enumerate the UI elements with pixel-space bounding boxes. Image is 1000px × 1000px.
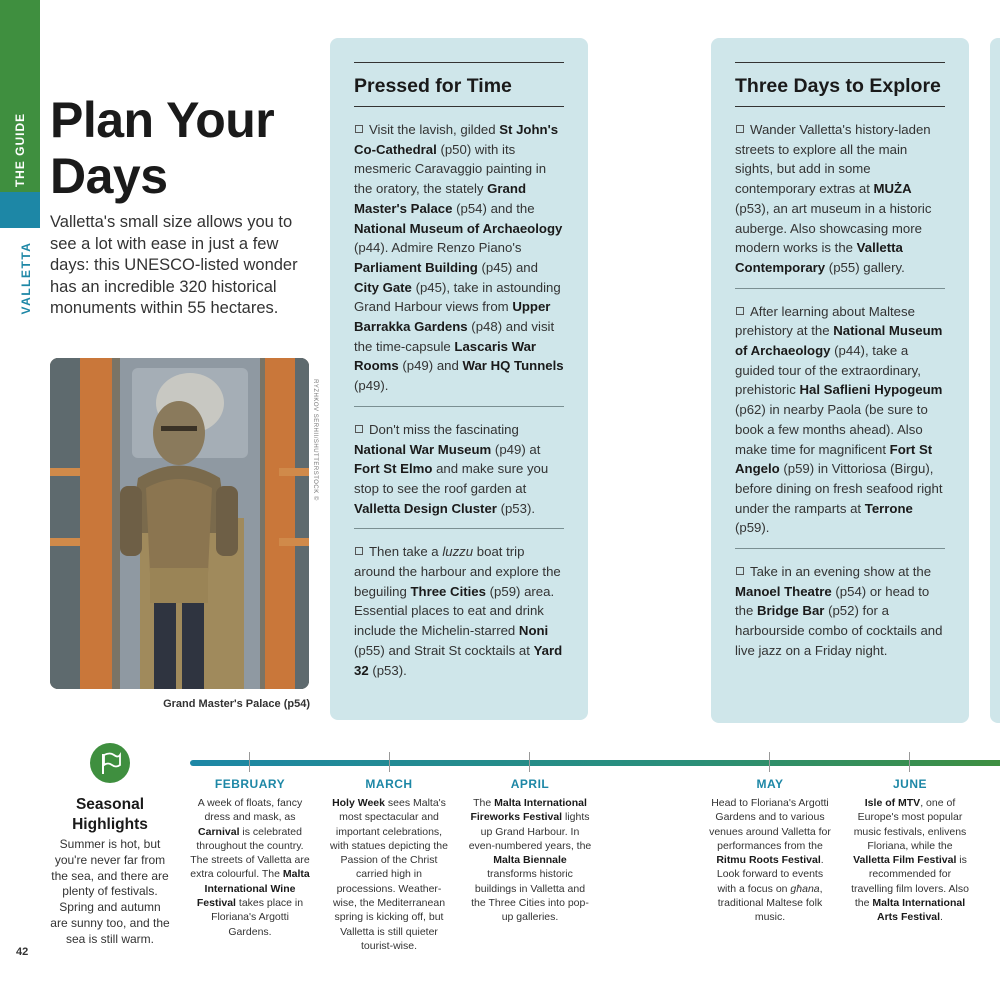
checkbox-bullet-icon (355, 125, 363, 133)
itinerary-box-cut-off (990, 38, 1000, 723)
month-name: MARCH (365, 777, 413, 791)
intro-paragraph: Valletta's small size allows you to see a lot with ease in just a few days: this UNESCO-listed wonder has an incredible 320 historical monuments within 55 hectares. (50, 213, 298, 317)
armour-photo (50, 358, 309, 689)
box-title: Pressed for Time (354, 62, 564, 107)
month-name: JUNE (892, 777, 927, 791)
checkbox-bullet-icon (736, 125, 744, 133)
month-june (850, 777, 970, 925)
itinerary-item: Don't miss the fascinating National War Museum (p49) at Fort St Elmo and make sure you stop to see the roof garden at Valletta Design Cluster (p53). (354, 407, 564, 530)
timeline-tick (249, 752, 250, 772)
section-tab-the-guide (0, 0, 40, 192)
month-text: Isle of MTV, one of Europe's most popular music festivals, enlivens Floriana, while the Valletta Film Festival is recommended for travelling film lovers. Also the Malta International Arts Festival. (851, 797, 969, 924)
photo-caption: Grand Master's Palace (p54) (163, 698, 310, 710)
month-may (709, 777, 831, 925)
itinerary-item: Visit the lavish, gilded St John's Co-Cathedral (p50) with its mesmeric Caravaggio painting in the oratory, the stately Grand Master's Palace (p54) and the National Museum of Archaeology (p44). Admire Renzo Piano's Parliament Building (p45) and City Gate (p45), take in astounding Grand Harbour views from Upper Barrakka Gardens (p48) and visit the time-capsule Lascaris War Rooms (p49) and War HQ Tunnels (p49). (354, 107, 564, 407)
page-title: Plan Your Days (50, 92, 275, 204)
page-number: 42 (16, 946, 29, 958)
itinerary-box-pressed-for-time (330, 38, 588, 720)
month-name: APRIL (510, 777, 550, 791)
checkbox-bullet-icon (736, 307, 744, 315)
section-tab-band (0, 192, 40, 228)
itinerary-item: Then take a luzzu boat trip around the harbour and explore the beguiling Three Cities (p59) area. Essential places to eat and drink include the Michelin-starred Noni (p55) and Strait St cocktails at Yard 32 (p53). (354, 544, 563, 678)
timeline-bar (190, 760, 1000, 766)
flag-icon (90, 743, 130, 783)
checkbox-bullet-icon (736, 567, 744, 575)
itinerary-box-three-days (711, 38, 969, 723)
photo-credit: RYZHKOV SERHII/SHUTTERSTOCK © (312, 379, 318, 501)
seasonal-text: Summer is hot, but you're never far from the sea, and there are plenty of festivals. Spring and autumn are sunny too, and the sea is still warm. (50, 837, 170, 946)
month-text: The Malta International Fireworks Festival lights up Grand Harbour. In even-numbered years, the Malta Biennale transforms historic buildings in Valletta and the Three Cities into pop-up galleries. (468, 797, 592, 924)
month-text: Head to Floriana's Argotti Gardens and to various venues around Valletta for performances from the Ritmu Roots Festival. Look forward to events with a focus on għana, traditional Maltese folk music. (709, 797, 831, 924)
month-text: A week of floats, fancy dress and mask, as Carnival is celebrated throughout the country. The streets of Valletta are extra colourful. The Malta International Wine Festival takes place in Floriana's Argotti Gardens. (190, 797, 310, 938)
box-title: Three Days to Explore (735, 62, 945, 107)
timeline-tick (909, 752, 910, 772)
section-label-valletta: VALLETTA (19, 241, 33, 315)
checkbox-bullet-icon (355, 425, 363, 433)
month-name: FEBRUARY (214, 777, 286, 791)
timeline-tick (529, 752, 530, 772)
section-tab-label: THE GUIDE (13, 112, 27, 188)
timeline-tick (389, 752, 390, 772)
month-name: MAY (756, 777, 784, 791)
checkbox-bullet-icon (355, 547, 363, 555)
month-text: Holy Week sees Malta's most spectacular and important celebrations, with statues depicting the Passion of the Christ carried high in processions. Weather-wise, the Mediterranean spring is kicking off, but Valletta is still quieter tourist-wise. (330, 797, 448, 952)
itinerary-item: Wander Valletta's history-laden streets to explore all the main sights, but add in some contemporary extras at MUŻA (p53), an art museum in a historic auberge. Also showcasing more modern works is the Valletta Contemporary (p55) gallery. (735, 107, 945, 289)
itinerary-item: Take in an evening show at the Manoel Theatre (p54) or head to the Bridge Bar (p52) for a harbourside combo of cocktails and live jazz on a Friday night. (735, 564, 943, 658)
timeline-tick (769, 752, 770, 772)
itinerary-item: After learning about Maltese prehistory at the National Museum of Archaeology (p44), take a guided tour of the extraordinary, prehistoric Hal Saflieni Hypogeum (p62) in nearby Paola (be sure to book a few months ahead). Also make time for magnificent Fort St Angelo (p59) in Vittoriosa (Birgu), before dining on fresh seafood right under the ramparts at Terrone (p59). (735, 289, 945, 549)
month-april (468, 777, 592, 925)
seasonal-title: Seasonal Highlights (72, 796, 148, 833)
month-february (190, 777, 310, 939)
month-march (327, 777, 451, 953)
